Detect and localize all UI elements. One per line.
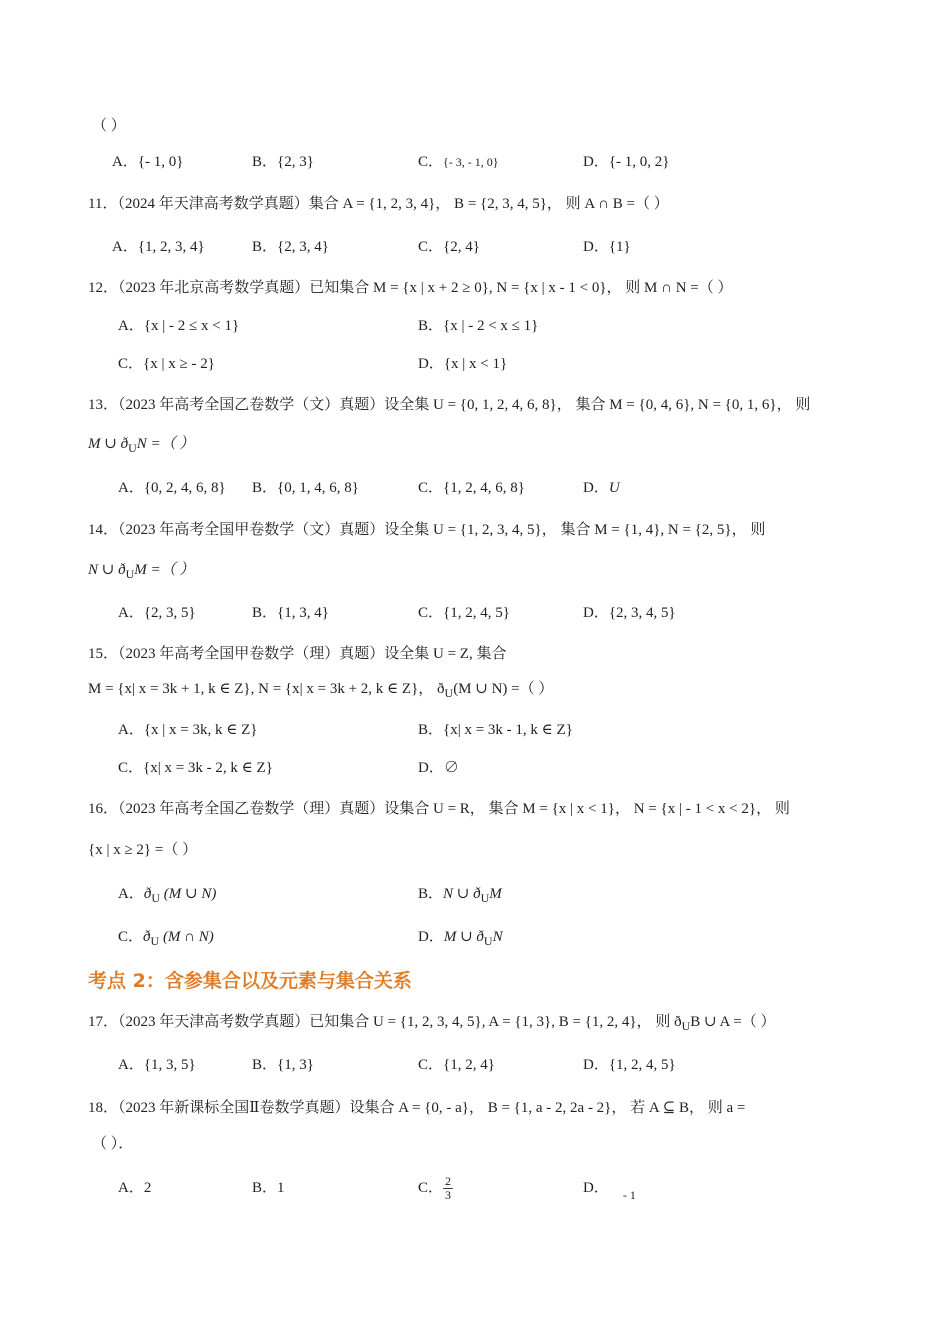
option-text: {x | - 2 < x ≤ 1} [443,318,539,334]
fraction [443,1175,453,1202]
q16-stem: 16．（2023 年高考全国乙卷数学（理）真题）设集合 U = R， 集合 M = {x | x < 1}， N = {x | - 1 < x < 2}， 则 [88,801,790,817]
option-label: D． [418,760,444,776]
option-text: {1, 2, 3, 4} [137,239,205,255]
option-label: A． [118,1057,144,1073]
q15-option-d[interactable] [418,758,459,778]
q13-option-d[interactable] [583,478,620,498]
complement-subscript: U [128,441,137,455]
q17-option-d[interactable] [583,1055,676,1075]
option-label: A． [118,480,144,496]
q15-stem-continuation [88,679,553,703]
option-text: {2, 4} [443,239,480,255]
option-text: {2, 3, 4} [277,239,329,255]
q17-option-b[interactable] [252,1055,314,1075]
option-label: B． [418,318,444,334]
option-label: A． [118,886,144,902]
q12-option-c[interactable] [118,354,215,374]
q17-stem [88,1012,775,1036]
q10-option-a[interactable] [112,152,184,172]
q14-stem: 14．（2023 年高考全国甲卷数学（文）真题）设全集 U = {1, 2, 3, 4, 5}， 集合 M = {1, 4}, N = {2, 5}， 则 [88,522,766,538]
q11-option-b[interactable] [252,237,329,257]
option-label: B． [418,886,444,902]
option-text: {x| x = 3k - 2, k ∈ Z} [143,760,273,776]
math-expression: N ∪ ð [88,562,126,578]
q11-option-c[interactable] [418,237,480,257]
math-expression: M ∪ ð [88,436,129,452]
math-expression: ð [143,929,151,945]
option-text: {2, 3, 5} [143,605,196,621]
q11-stem: 11．（2024 年天津高考数学真题）集合 A = {1, 2, 3, 4}， B = {2, 3, 4, 5}， 则 A ∩ B =（ ） [88,196,669,212]
option-label: C． [418,605,444,621]
option-text: 1 [277,1180,285,1196]
complement-subscript: U [483,934,493,948]
q10-option-b[interactable] [252,152,314,172]
option-label: C． [118,356,144,372]
option-label: B． [252,154,278,170]
question-text: B ∪ A =（ ） [690,1014,776,1030]
option-label: D． [583,239,609,255]
q18-option-b[interactable] [252,1178,285,1198]
q15-option-b[interactable] [418,720,573,740]
option-text: {0, 2, 4, 6, 8} [143,480,226,496]
option-text: {x | - 2 ≤ x < 1} [143,318,240,334]
option-text: {1, 2, 4, 6, 8} [443,480,525,496]
q10-option-c[interactable] [418,152,499,172]
q12-option-b[interactable] [418,316,538,336]
option-text: 2 [143,1180,152,1196]
option-label: A． [112,154,138,170]
option-label: D． [583,480,609,496]
q13-stem: 13．（2023 年高考全国乙卷数学（文）真题）设全集 U = {0, 1, 2, 4, 6, 8}， 集合 M = {0, 4, 6}, N = {0, 1, 6}， 则 [88,397,811,413]
math-expression: (M ∩ N) [159,929,214,945]
option-label: A． [118,722,144,738]
math-expression: M ∪ ð [443,929,484,945]
option-text: {1, 2, 4, 5} [443,605,510,621]
option-text: {- 3, - 1, 0} [443,155,499,169]
math-expression: N =（ ） [136,436,195,452]
math-expression: N ∪ ð [443,886,481,902]
complement-subscript: U [150,934,160,948]
q10-option-d[interactable] [583,152,670,172]
q16-option-a[interactable] [118,884,216,908]
q14-stem-continuation [88,560,194,584]
option-label: A． [118,605,144,621]
q16-option-c[interactable] [118,927,214,951]
option-text: {x | x < 1} [443,356,508,372]
option-text: {1, 2, 4} [443,1057,495,1073]
q12-stem: 12．（2023 年北京高考数学真题）已知集合 M = {x | x + 2 ≥ 0}, N = {x | x - 1 < 0}， 则 M ∩ N =（ ） [88,280,733,296]
q18-option-a[interactable] [118,1178,151,1198]
option-text: {1} [608,239,631,255]
option-text: {1, 3, 5} [143,1057,196,1073]
option-label: B． [418,722,444,738]
math-expression: M =（ ） [134,562,195,578]
q15-option-c[interactable] [118,758,273,778]
option-text: {0, 1, 4, 6, 8} [277,480,359,496]
q13-option-c[interactable] [418,478,525,498]
option-text: {2, 3, 4, 5} [608,605,676,621]
option-text: {- 1, 0, 2} [608,154,670,170]
q13-stem-continuation [88,434,194,458]
option-label: C． [418,239,444,255]
complement-subscript: U [125,567,135,581]
option-label: C． [118,760,144,776]
fraction-numerator: 2 [445,1174,452,1189]
option-text: {x | x ≥ - 2} [143,356,215,372]
math-expression: (M ∪ N) [160,886,217,902]
complement-subscript: U [151,891,161,905]
option-text: {x | x = 3k, k ∈ Z} [143,722,258,738]
q10-answer-paren: （ ） [92,118,126,134]
option-label: B． [252,480,278,496]
option-text: {2, 3} [277,154,314,170]
option-text: - 1 [622,1188,636,1202]
option-label: B． [252,1057,278,1073]
option-label: C． [418,1180,444,1196]
math-expression: N [492,929,503,945]
q13-option-b[interactable] [252,478,359,498]
option-text: U [608,480,620,496]
option-label: A． [118,318,144,334]
option-label: C． [118,929,144,945]
complement-subscript: U [480,891,490,905]
option-label: B． [252,239,278,255]
q14-option-a[interactable] [118,603,196,623]
math-expression: ð [143,886,152,902]
q16-option-b[interactable] [418,884,502,908]
fraction-denominator: 3 [445,1188,452,1203]
option-text: ∅ [443,760,459,776]
option-text: {1, 3, 4} [277,605,329,621]
q16-option-d[interactable] [418,927,503,951]
q11-option-a[interactable] [112,237,205,257]
option-label: A． [118,1180,144,1196]
q17-option-a[interactable] [118,1055,196,1075]
q14-option-c[interactable] [418,603,510,623]
option-label: D． [583,154,609,170]
complement-subscript: U [681,1019,691,1033]
q13-option-a[interactable] [118,478,226,498]
math-expression: M [489,886,502,902]
option-label: A． [112,239,138,255]
option-text: {x| x = 3k - 1, k ∈ Z} [443,722,573,738]
complement-subscript: U [444,686,454,700]
option-label: B． [252,1180,278,1196]
option-label: C． [418,154,444,170]
option-label: D． [418,356,444,372]
option-text: {1, 3} [277,1057,314,1073]
math-expression: (M ∪ N) =（ ） [453,681,554,697]
option-label: D． [583,1057,609,1073]
q15-option-a[interactable] [118,720,257,740]
q14-option-b[interactable] [252,603,329,623]
q18-stem: 18．（2023 年新课标全国Ⅱ卷数学真题）设集合 A = {0, - a}， B = {1, a - 2, 2a - 2}， 若 A ⊆ B， 则 a = [88,1100,746,1116]
q18-option-c[interactable] [418,1168,453,1208]
q11-option-d[interactable] [583,237,631,257]
q18-stem-continuation: （ ）． [92,1136,134,1152]
q16-stem-continuation: {x | x ≥ 2} =（ ） [88,842,198,858]
option-label: C． [418,480,444,496]
q14-option-d[interactable] [583,603,676,623]
question-text: 17．（2023 年天津高考数学真题）已知集合 U = {1, 2, 3, 4, 5}, A = {1, 3}, B = {1, 2, 4}， 则 ð [88,1014,682,1030]
q12-option-a[interactable] [118,316,239,336]
q15-stem: 15．（2023 年高考全国甲卷数学（理）真题）设全集 U = Z, 集合 [88,646,507,662]
q17-option-c[interactable] [418,1055,495,1075]
option-text: {- 1, 0} [137,154,184,170]
option-label: D． [583,605,609,621]
q12-option-d[interactable] [418,354,507,374]
math-expression: M = {x| x = 3k + 1, k ∈ Z}, N = {x| x = 3k + 2, k ∈ Z}， ð [88,681,445,697]
option-label: D． [583,1180,609,1196]
option-label: D． [418,929,444,945]
q18-option-d[interactable] [583,1178,636,1202]
option-label: B． [252,605,278,621]
option-text: {1, 2, 4, 5} [608,1057,676,1073]
option-label: C． [418,1057,444,1073]
section-heading: 考点 2：含参集合以及元素与集合关系 [88,970,412,992]
